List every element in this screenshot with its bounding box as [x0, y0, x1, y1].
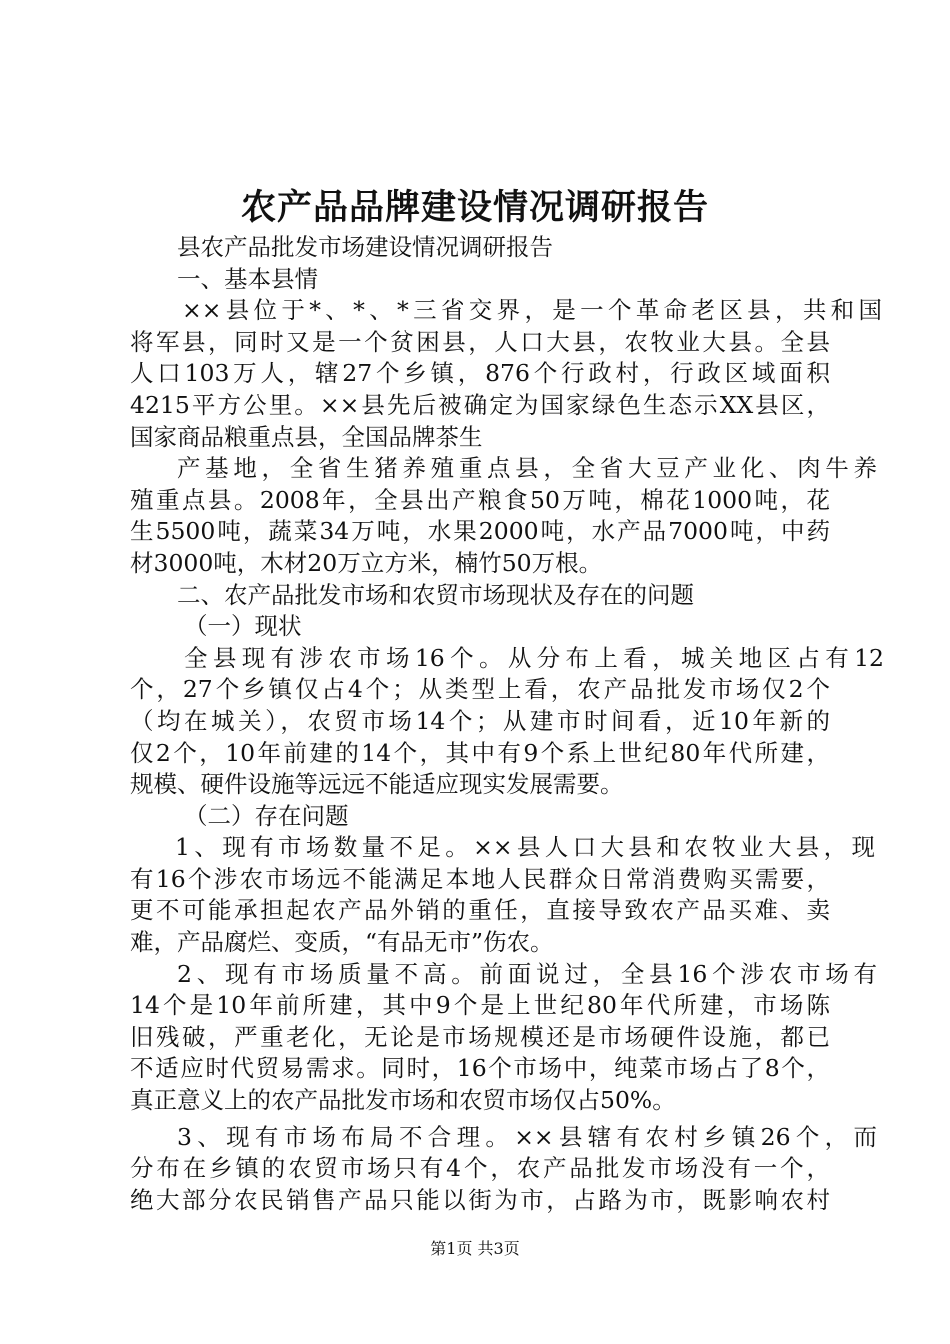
- paragraph-line: 国家商品粮重点县，全国品牌茶生: [130, 422, 483, 451]
- paragraph-line: 将军县，同时又是一个贫困县，人口大县，农牧业大县。全县: [130, 327, 830, 356]
- paragraph-line: 真正意义上的农产品批发市场和农贸市场仅占50%。: [130, 1086, 676, 1115]
- paragraph-line: 难，产品腐烂、变质，“有品无市”伤农。: [130, 928, 554, 957]
- document-body: [130, 232, 884, 1216]
- subsection-heading: （二）存在问题: [184, 801, 349, 830]
- paragraph-line: 生5500吨，蔬菜34万吨，水果2000吨，水产品7000吨，中药: [130, 517, 830, 546]
- section-heading: 一、基本县情: [177, 264, 318, 293]
- document-title: 农产品品牌建设情况调研报告: [240, 187, 709, 228]
- paragraph-line: 旧残破，严重老化，无论是市场规模还是市场硬件设施，都已: [130, 1022, 830, 1051]
- paragraph-line: 1、现有市场数量不足。××县人口大县和农牧业大县，现: [175, 833, 875, 862]
- paragraph-line: 14个是10年前所建，其中9个是上世纪80年代所建，市场陈: [130, 991, 830, 1020]
- paragraph-line: 仅2个，10年前建的14个，其中有9个系上世纪80年代所建，: [130, 738, 830, 767]
- paragraph-line: 绝大部分农民销售产品只能以街为市，占路为市，既影响农村: [130, 1185, 830, 1214]
- paragraph-line: 规模、硬件设施等远远不能适应现实发展需要。: [130, 770, 624, 799]
- paragraph-line: 4215平方公里。××县先后被确定为国家绿色生态示XX县区，: [130, 390, 830, 419]
- paragraph-line: ××县位于*、*、*三省交界，是一个革命老区县，共和国: [182, 296, 882, 325]
- paragraph-line: 产基地，全省生猪养殖重点县，全省大豆产业化、肉牛养: [177, 454, 877, 483]
- paragraph-line: 人口103万人，辖27个乡镇，876个行政村，行政区域面积: [130, 359, 830, 388]
- subtitle-line: 县农产品批发市场建设情况调研报告: [177, 233, 553, 261]
- paragraph-line: 2、现有市场质量不高。前面说过，全县16个涉农市场有: [177, 959, 877, 988]
- paragraph-line: 更不可能承担起农产品外销的重任，直接导致农产品买难、卖: [130, 896, 830, 925]
- paragraph-line: 有16个涉农市场远不能满足本地人民群众日常消费购买需要，: [130, 864, 830, 893]
- paragraph-line: 殖重点县。2008年，全县出产粮食50万吨，棉花1000吨，花: [130, 485, 830, 514]
- paragraph-line: 全县现有涉农市场16个。从分布上看，城关地区占有12: [184, 643, 884, 672]
- paragraph-line: 个，27个乡镇仅占4个；从类型上看，农产品批发市场仅2个: [130, 675, 830, 704]
- paragraph-line: 不适应时代贸易需求。同时，16个市场中，纯菜市场占了8个，: [130, 1054, 830, 1083]
- paragraph-line: 分布在乡镇的农贸市场只有4个，农产品批发市场没有一个，: [130, 1154, 830, 1183]
- section-heading: 二、农产品批发市场和农贸市场现状及存在的问题: [177, 580, 694, 609]
- paragraph-line: 3、现有市场布局不合理。××县辖有农村乡镇26个，而: [177, 1122, 877, 1151]
- subsection-heading: （一）现状: [184, 612, 302, 641]
- paragraph-line: 材3000吨，木材20万立方米，楠竹50万根。: [130, 548, 603, 577]
- page-footer: 第1页 共3页: [430, 1239, 520, 1258]
- paragraph-line: （均在城关），农贸市场14个；从建市时间看，近10年新的: [130, 706, 830, 735]
